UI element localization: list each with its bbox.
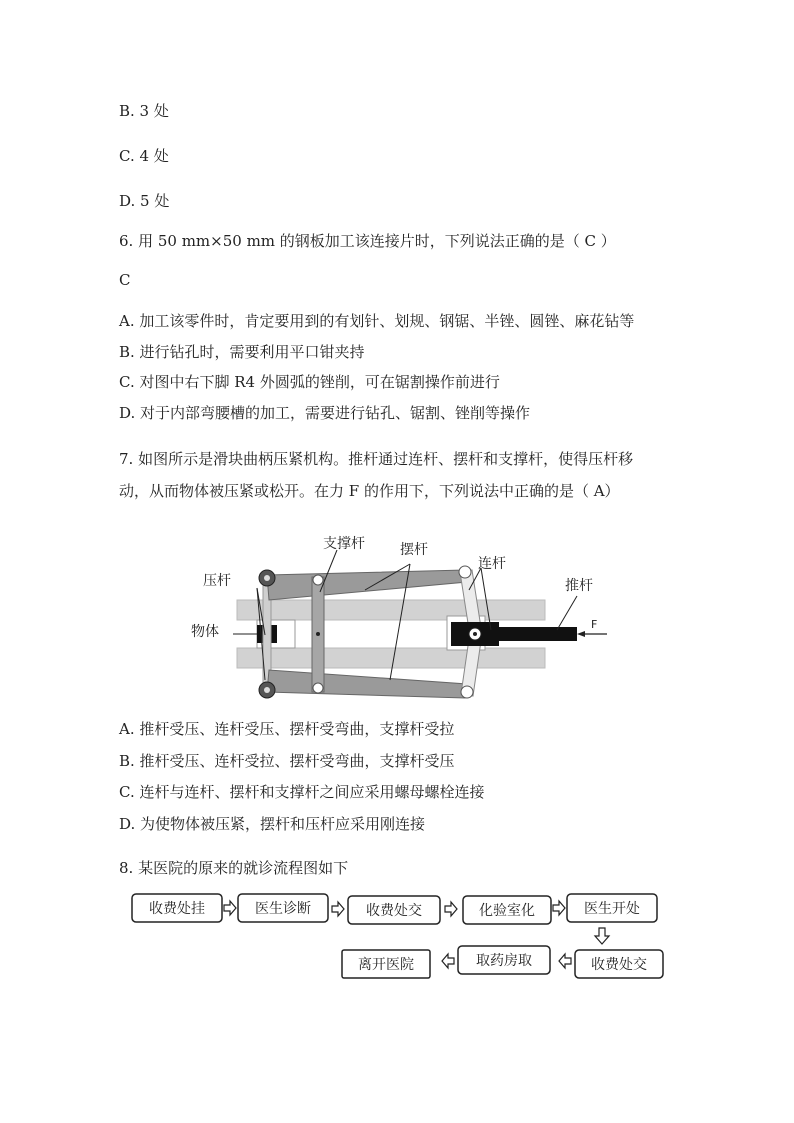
- q7-stem-line2: 动，从而物体被压紧或松开。在力 F 的作用下，下列说法中正确的是（ A）: [119, 482, 620, 500]
- label-push: 推杆: [565, 578, 593, 594]
- label-press: 压杆: [203, 573, 231, 589]
- q7-option-d: D. 为使物体被压紧，摆杆和压杆应采用刚连接: [119, 815, 426, 833]
- q6-answer: C: [119, 271, 131, 289]
- q6-option-b: B. 进行钻孔时，需要利用平口钳夹持: [119, 343, 365, 361]
- link-joint-bottom: [461, 686, 473, 698]
- option-d-prev: D. 5 处: [119, 192, 170, 210]
- flow-node-1-label: 收费处挂: [149, 901, 205, 917]
- flowchart: [120, 888, 680, 988]
- q8-stem: 8. 某医院的原来的就诊流程图如下: [119, 859, 349, 877]
- bottom-guide-plate: [237, 648, 545, 668]
- q7-option-c: C. 连杆与连杆、摆杆和支撑杆之间应采用螺母螺栓连接: [119, 783, 485, 801]
- flow-node-5-label: 医生开处: [584, 901, 640, 917]
- flow-node-4-label: 化验室化: [479, 903, 535, 919]
- push-rod: [499, 627, 577, 641]
- flow-node-8-label: 离开医院: [358, 957, 414, 973]
- leader-push: [557, 596, 577, 630]
- q7-stem-line1: 7. 如图所示是滑块曲柄压紧机构。推杆通过连杆、摆杆和支撑杆，使得压杆移: [119, 450, 634, 468]
- flow-node-6-label: 收费处交: [591, 957, 647, 973]
- upper-swing-arm: [267, 570, 467, 600]
- flow-arrow-2: [332, 902, 344, 916]
- flow-arrow-1: [224, 901, 236, 915]
- link-joint-top: [459, 566, 471, 578]
- support-pin: [316, 632, 320, 636]
- flow-node-3-label: 收费处交: [366, 903, 422, 919]
- option-b-prev: B. 3 处: [119, 102, 169, 120]
- label-object: 物体: [191, 624, 219, 640]
- label-force: F: [591, 618, 598, 631]
- flow-node-7-label: 取药房取: [476, 953, 532, 969]
- flow-arrow-5: [595, 928, 609, 944]
- label-swing: 摆杆: [400, 542, 428, 558]
- q7-option-a: A. 推杆受压、连杆受压、摆杆受弯曲，支撑杆受拉: [119, 720, 455, 738]
- label-link: 连杆: [478, 556, 506, 572]
- q6-option-d: D. 对于内部弯腰槽的加工，需要进行钻孔、锯割、锉削等操作: [119, 404, 531, 422]
- flow-node-2-label: 医生诊断: [255, 901, 311, 917]
- flow-arrow-3: [445, 902, 457, 916]
- flow-arrow-4: [553, 901, 565, 915]
- force-arrow-head: [577, 631, 585, 637]
- mechanism-figure: [185, 530, 610, 705]
- q7-option-b: B. 推杆受压、连杆受拉、摆杆受弯曲，支撑杆受压: [119, 752, 455, 770]
- q6-option-a: A. 加工该零件时，肯定要用到的有划针、划规、钢锯、半锉、圆锉、麻花钻等: [119, 312, 635, 330]
- flow-arrow-7: [442, 954, 454, 968]
- support-joint-top: [313, 575, 323, 585]
- q6-option-c: C. 对图中右下脚 R4 外圆弧的锉削，可在锯割操作前进行: [119, 373, 500, 391]
- flow-arrow-6: [559, 954, 571, 968]
- label-support: 支撑杆: [323, 536, 365, 552]
- q6-stem: 6. 用 50 mm×50 mm 的钢板加工该连接片时，下列说法正确的是（ C ）: [119, 232, 616, 250]
- support-joint-bottom: [313, 683, 323, 693]
- lower-swing-arm: [267, 670, 467, 698]
- top-guide-plate: [237, 600, 545, 620]
- option-c-prev: C. 4 处: [119, 147, 169, 165]
